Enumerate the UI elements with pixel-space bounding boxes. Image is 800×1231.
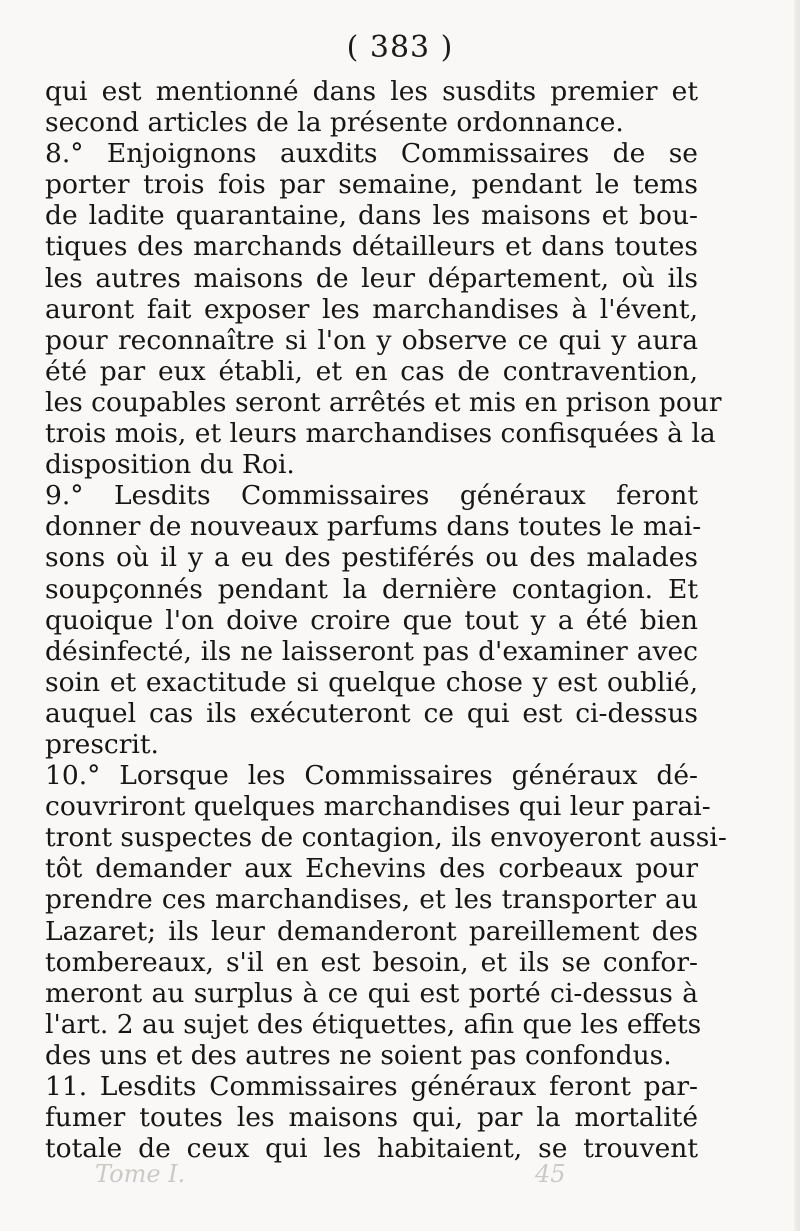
text-line: second articles de la présente ordonnance. — [45, 107, 624, 139]
text-line: les coupables seront arrêtés et mis en prison pour — [45, 386, 722, 418]
text-line: tombereaux, s'il en est besoin, et ils se confor- — [45, 946, 698, 978]
body-text — [45, 76, 727, 1165]
text-line: les autres maisons de leur département, où ils — [45, 262, 698, 294]
text-line: auront fait exposer les marchandises à l'évent, — [45, 293, 698, 325]
text-line: soin et exactitude si quelque chose y est oublié, — [45, 666, 698, 698]
text-line: Lazaret; ils leur demanderont pareillement des — [45, 915, 698, 947]
text-line: soupçonnés pendant la dernière contagion. Et — [45, 573, 698, 605]
gathering-signature-mark: 45 — [535, 1160, 566, 1188]
text-line: de ladite quarantaine, dans les maisons et bou- — [45, 200, 698, 232]
text-line: fumer toutes les maisons qui, par la mortalité — [45, 1102, 698, 1134]
text-line: pour reconnaître si l'on y observe ce qui y aura — [45, 324, 698, 356]
text-line: couvriront quelques marchandises qui leur parai- — [45, 791, 711, 823]
text-line: auquel cas ils exécuteront ce qui est ci-dessus — [45, 697, 698, 729]
text-line: tront suspectes de contagion, ils envoyeront aussi- — [45, 822, 727, 854]
text-line: tôt demander aux Echevins des corbeaux pour — [45, 853, 698, 885]
text-line: disposition du Roi. — [45, 449, 295, 481]
page-edge-shadow — [794, 0, 800, 1231]
volume-signature-mark: Tome I. — [95, 1160, 186, 1188]
text-line: 8.° Enjoignons auxdits Commissaires de se — [45, 138, 698, 170]
text-line: l'art. 2 au sujet des étiquettes, afin que les effets — [45, 1008, 702, 1040]
text-line: meront au surplus à ce qui est porté ci-dessus à — [45, 977, 698, 1009]
text-line: désinfecté, ils ne laisseront pas d'examiner avec — [45, 635, 698, 667]
text-line: donner de nouveaux parfums dans toutes le mai- — [45, 511, 702, 543]
text-line: 9.° Lesdits Commissaires généraux feront — [45, 480, 698, 512]
text-line: sons où il y a eu des pestiférés ou des malades — [45, 542, 698, 574]
text-line: quoique l'on doive croire que tout y a été bien — [45, 604, 698, 636]
page-number: ( 383 ) — [346, 30, 454, 65]
text-line: 10.° Lorsque les Commissaires généraux dé- — [45, 760, 698, 792]
text-line: trois mois, et leurs marchandises confisquées à la — [45, 418, 716, 450]
text-line: qui est mentionné dans les susdits premier et — [45, 76, 698, 107]
text-line: 11. Lesdits Commissaires généraux feront par- — [45, 1071, 698, 1102]
text-line: des uns et des autres ne soient pas confondus. — [45, 1039, 672, 1071]
text-line: prendre ces marchandises, et les transporter au — [45, 884, 698, 916]
text-line: porter trois fois par semaine, pendant le tems — [45, 169, 698, 201]
text-line: totale de ceux qui les habitaient, se trouvent — [45, 1133, 698, 1165]
text-line: tiques des marchands détailleurs et dans toutes — [45, 231, 698, 263]
text-line: prescrit. — [45, 728, 159, 760]
text-line: été par eux établi, et en cas de contravention, — [45, 355, 698, 387]
